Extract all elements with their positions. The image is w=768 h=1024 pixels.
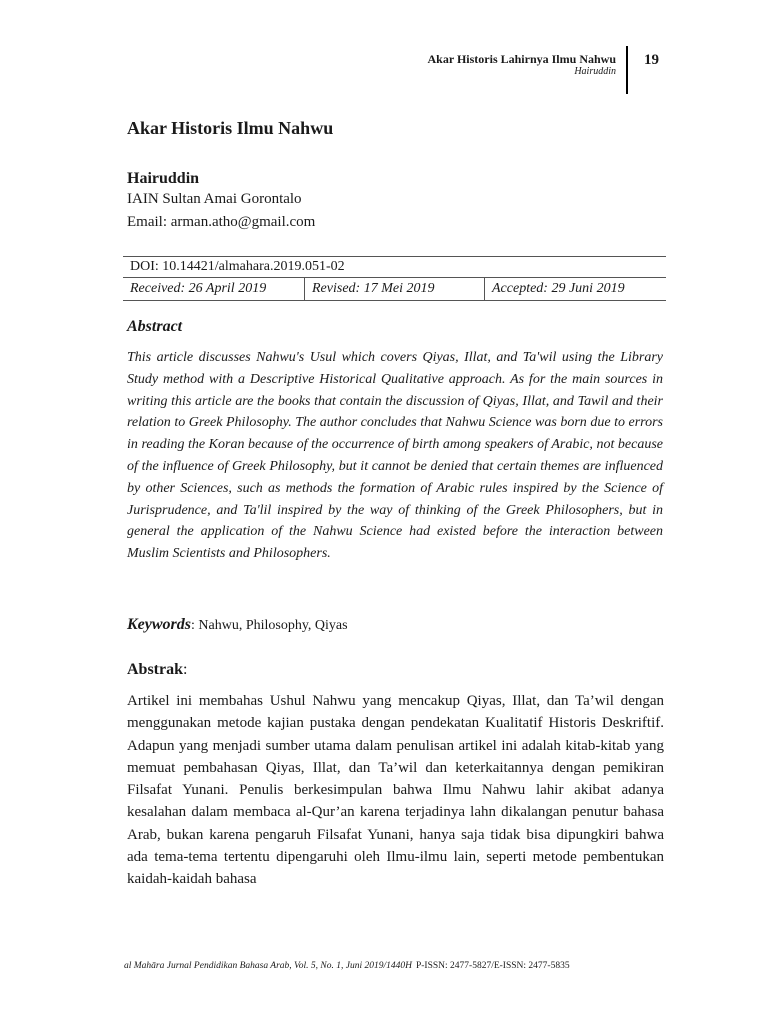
author-email: Email: arman.atho@gmail.com: [127, 214, 316, 230]
abstract-text: This article discusses Nahwu's Usul which covers Qiyas, Illat, and Ta'wil using the Library Study method with a Descriptive Historical Qualitative approach. As for the main sources in writing this article are the books that contain the discussion of Qiyas, Illat, and Tawil and their relation to Greek Philosophy. The author concludes that Nahwu Science was born due to errors in reading the Koran because of the occurrence of birth among speakers of Arabic, not because of the influence of Greek Philosophy, but it cannot be denied that certain themes are influenced by other Sciences, such as methods the formation of Arabic rules inspired by the Science of Jurisprudence, and Ta'lil inspired by the way of thinking of the Greek Philosophers, but in general the application of the Nahwu Science had existed before the interaction between Muslim Scientists and Philosophers.: [127, 350, 663, 562]
abstrak-heading: [127, 661, 187, 679]
dates-row: [123, 278, 666, 300]
abstrak-heading-colon: :: [183, 661, 188, 678]
keywords-label: Keywords: [127, 616, 191, 633]
author-affiliation: IAIN Sultan Amai Gorontalo: [127, 191, 302, 207]
received-date: Received: 26 April 2019: [123, 278, 305, 300]
running-header-title: Akar Historis Lahirnya Ilmu Nahwu: [427, 52, 616, 66]
running-header-author: Hairuddin: [574, 66, 616, 77]
article-info-table: [123, 256, 666, 301]
keywords: [127, 616, 348, 634]
abstrak-heading-text: Abstrak: [127, 661, 184, 678]
article-title: Akar Historis Ilmu Nahwu: [127, 118, 334, 138]
keywords-values: : Nahwu, Philosophy, Qiyas: [191, 618, 348, 633]
footer-issn: P-ISSN: 2477-5827/E-ISSN: 2477-5835: [415, 961, 570, 971]
doi: DOI: 10.14421/almahara.2019.051-02: [123, 257, 666, 278]
accepted-date: Accepted: 29 Juni 2019: [492, 281, 625, 296]
header-divider: [626, 46, 628, 94]
abstract-heading: Abstract: [127, 318, 183, 335]
author-name: Hairuddin: [127, 170, 200, 187]
abstrak-text: Artikel ini membahas Ushul Nahwu yang mencakup Qiyas, Illat, dan Ta’wil dengan menggunakan metode kajian pustaka dengan pendekatan Kualitatif Historis Deskriftif. Adapun yang menjadi sumber utama dalam penulisan artikel ini adalah kitab-kitab yang memuat pembahasan Qiyas, Illat, dan Ta’wil dan keterkaitannya dengan pemikiran Filsafat Yunani. Penulis berkesimpulan bahwa Ilmu Nahwu lahir akibat adanya kesalahan dalam membaca al-Qur’an karena terjadinya lahn dikalangan penutur bahasa Arab, bukan karena pengaruh Filsafat Yunani, hanya saja tidak bisa dipungkiri bahwa ada tema-tema tertentu dipengaruhi oleh Ilmu-ilmu lain, seperti metode pembentukan kaidah-kaidah bahasa: [127, 693, 664, 888]
page-number: 19: [644, 52, 659, 68]
page-footer: [124, 961, 570, 971]
footer-journal: al Mahāra Jurnal Pendidikan Bahasa Arab, Vol. 5, No. 1, Juni 2019/1440H: [124, 961, 412, 971]
revised-date: Revised: 17 Mei 2019: [305, 278, 485, 300]
